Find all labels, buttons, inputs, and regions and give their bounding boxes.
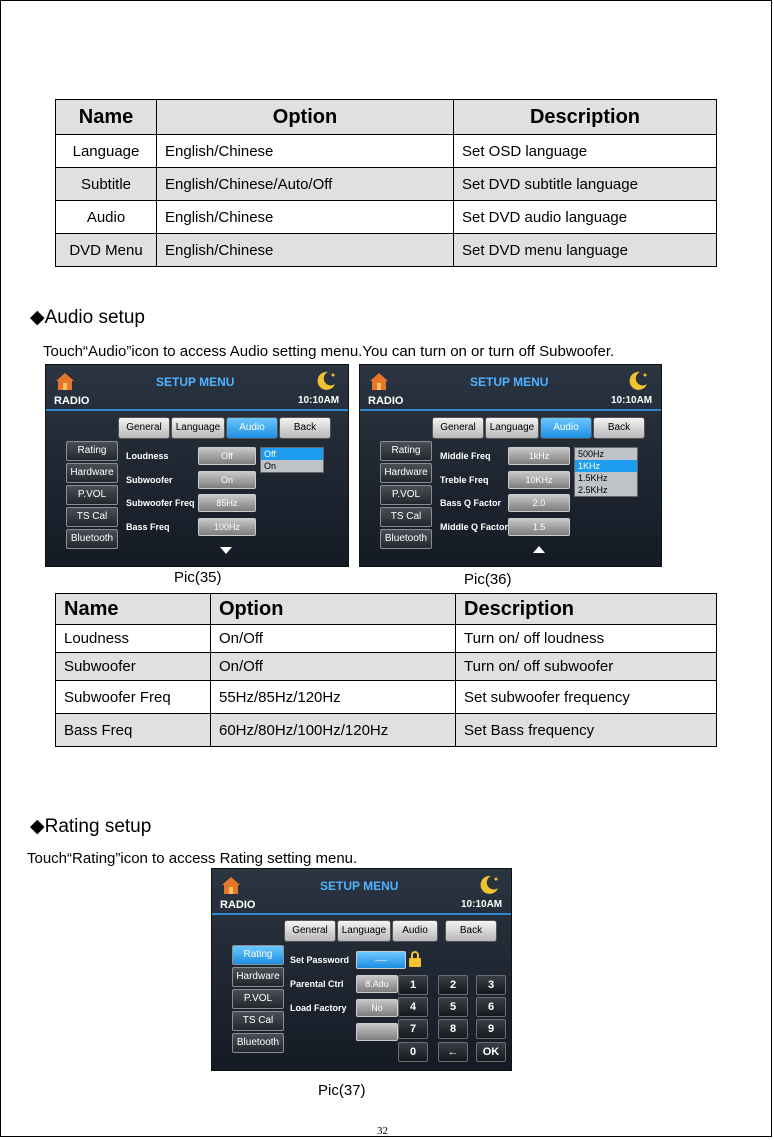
key-6[interactable]: 6 [476,997,506,1017]
tab-audio[interactable]: Audio [226,417,278,439]
key-1[interactable]: 1 [398,975,428,995]
table-row [56,234,717,267]
subwoofer-freq-value[interactable]: 85Hz [198,494,256,512]
lock-icon [408,951,422,967]
setup-menu-title: SETUP MENU [156,375,235,389]
radio-label: RADIO [54,395,90,407]
sidebar-item-rating[interactable]: Rating [380,441,432,461]
cell-option: English/Chinese/Auto/Off [157,168,454,201]
header-name: Name [56,100,157,135]
night-mode-icon [314,369,338,391]
ok-key[interactable]: OK [476,1042,506,1062]
loudness-value[interactable]: Off [198,447,256,465]
audio-options-table [55,593,717,747]
cell-option: 60Hz/80Hz/100Hz/120Hz [211,714,456,747]
sidebar-item-rating[interactable]: Rating [66,441,118,461]
cell-description: Set OSD language [454,135,717,168]
sidebar-item-pvol[interactable]: P.VOL [66,485,118,505]
setup-menu-title: SETUP MENU [320,879,399,893]
setup-menu-title: SETUP MENU [470,375,549,389]
treble-freq-label: Treble Freq [440,475,489,485]
key-5[interactable]: 5 [438,997,468,1017]
table-header-row [56,594,717,625]
clock: 10:10AM [461,899,503,910]
pic37-caption: Pic(37) [318,1082,366,1099]
bass-freq-value[interactable]: 100Hz [198,518,256,536]
header-divider [360,409,661,411]
radio-label: RADIO [220,899,256,911]
audio-setup-heading: ◆Audio setup [30,307,145,328]
cell-option: English/Chinese [157,135,454,168]
cell-description: Set Bass frequency [456,714,717,747]
cell-option: 55Hz/85Hz/120Hz [211,681,456,714]
cell-name: Language [56,135,157,168]
cell-name: Loudness [56,625,211,653]
tab-back[interactable]: Back [279,417,331,439]
key-3[interactable]: 3 [476,975,506,995]
page-number: 32 [377,1125,388,1137]
home-icon [220,875,242,895]
key-4[interactable]: 4 [398,997,428,1017]
middle-freq-dropdown [574,447,638,497]
sidebar-item-pvol[interactable]: P.VOL [380,485,432,505]
set-password-label: Set Password [290,955,350,965]
bass-q-factor-value[interactable]: 2.0 [508,494,570,512]
key-0[interactable]: 0 [398,1042,428,1062]
audio-menu-screenshot-36 [359,364,662,567]
table-row [56,681,717,714]
rating-setup-text: Touch“Rating”icon to access Rating setting menu. [27,850,358,867]
clock: 10:10AM [298,395,340,406]
tab-language[interactable]: Language [171,417,225,439]
sidebar-item-bluetooth[interactable]: Bluetooth [66,529,118,549]
dropdown-option[interactable]: On [264,461,277,471]
load-factory-value[interactable]: No [356,999,398,1017]
tab-language[interactable]: Language [337,920,391,942]
pic35-caption: Pic(35) [174,569,222,586]
header-divider [46,409,348,411]
clock: 10:10AM [611,395,653,406]
header-description: Description [454,100,717,135]
rating-setup-heading: ◆Rating setup [30,816,152,837]
cell-name: Subwoofer [56,653,211,681]
tab-general[interactable]: General [118,417,170,439]
middle-q-factor-value[interactable]: 1.5 [508,518,570,536]
tab-back[interactable]: Back [445,920,497,942]
sidebar-item-bluetooth[interactable]: Bluetooth [380,529,432,549]
cell-description: Set DVD audio language [454,201,717,234]
home-icon [368,371,390,391]
sidebar-item-hardware[interactable]: Hardware [66,463,118,483]
table-header-row [56,100,717,135]
load-factory-label: Load Factory [290,1003,347,1013]
night-mode-icon [477,873,501,895]
sidebar-item-pvol[interactable]: P.VOL [232,989,284,1009]
sidebar-item-ts-cal[interactable]: TS Cal [232,1011,284,1031]
cell-name: Subwoofer Freq [56,681,211,714]
tab-language[interactable]: Language [485,417,539,439]
pic36-caption: Pic(36) [464,571,512,588]
backspace-key[interactable]: ← [438,1042,468,1062]
loudness-label: Loudness [126,451,169,461]
tab-general[interactable]: General [284,920,336,942]
parental-ctrl-value[interactable]: 8.Adu [356,975,398,993]
bass-q-factor-label: Bass Q Factor [440,498,502,508]
sidebar-item-bluetooth[interactable]: Bluetooth [232,1033,284,1053]
table-row [56,653,717,681]
password-input[interactable]: ---- [356,951,406,969]
subwoofer-freq-label: Subwoofer Freq [126,498,195,508]
cell-option: On/Off [211,625,456,653]
cell-description: Set DVD menu language [454,234,717,267]
tab-general[interactable]: General [432,417,484,439]
bass-freq-label: Bass Freq [126,522,170,532]
subwoofer-label: Subwoofer [126,475,173,485]
key-2[interactable]: 2 [438,975,468,995]
treble-freq-value[interactable]: 10KHz [508,471,570,489]
dvd-language-table [55,99,717,267]
sidebar-item-hardware[interactable]: Hardware [232,967,284,987]
dropdown-option[interactable]: 1KHz [575,460,637,472]
dropdown-option[interactable]: 500Hz [578,449,605,459]
header-option: Option [211,594,456,625]
sidebar-item-ts-cal[interactable]: TS Cal [380,507,432,527]
table-row [56,625,717,653]
tab-back[interactable]: Back [593,417,645,439]
middle-freq-value[interactable]: 1kHz [508,447,570,465]
middle-freq-label: Middle Freq [440,451,491,461]
cell-description: Turn on/ off subwoofer [456,653,717,681]
cell-description: Set DVD subtitle language [454,168,717,201]
cell-description: Set subwoofer frequency [456,681,717,714]
tab-audio[interactable]: Audio [392,920,438,942]
sidebar-item-rating[interactable]: Rating [232,945,284,965]
audio-setup-text: Touch“Audio”icon to access Audio setting menu.You can turn on or turn off Subwoofer. [43,343,615,360]
cell-description: Turn on/ off loudness [456,625,717,653]
cell-name: Bass Freq [56,714,211,747]
table-row [56,714,717,747]
header-divider [212,913,511,915]
night-mode-icon [626,369,650,391]
sidebar-item-hardware[interactable]: Hardware [380,463,432,483]
cell-name: Audio [56,201,157,234]
table-row [56,135,717,168]
scroll-up-icon[interactable] [533,546,545,553]
radio-label: RADIO [368,395,404,407]
home-icon [54,371,76,391]
header-name: Name [56,594,211,625]
header-option: Option [157,100,454,135]
cell-option: English/Chinese [157,234,454,267]
cell-name: Subtitle [56,168,157,201]
parental-ctrl-label: Parental Ctrl [290,979,344,989]
table-row [56,168,717,201]
dropdown-option[interactable]: 2.5KHz [578,485,608,495]
tab-audio[interactable]: Audio [540,417,592,439]
dropdown-option[interactable]: 1.5KHz [578,473,608,483]
sidebar-item-ts-cal[interactable]: TS Cal [66,507,118,527]
subwoofer-value[interactable]: On [198,471,256,489]
empty-setting-slot [356,1023,398,1041]
key-9[interactable]: 9 [476,1019,506,1039]
dropdown-option[interactable]: Off [261,448,323,460]
middle-q-factor-label: Middle Q Factor [440,522,509,532]
audio-menu-screenshot-35 [45,364,349,567]
cell-option: English/Chinese [157,201,454,234]
cell-name: DVD Menu [56,234,157,267]
cell-option: On/Off [211,653,456,681]
key-8[interactable]: 8 [438,1019,468,1039]
key-7[interactable]: 7 [398,1019,428,1039]
scroll-down-icon[interactable] [220,547,232,554]
rating-menu-screenshot-37 [211,868,512,1071]
loudness-dropdown [260,447,324,473]
table-row [56,201,717,234]
header-description: Description [456,594,717,625]
